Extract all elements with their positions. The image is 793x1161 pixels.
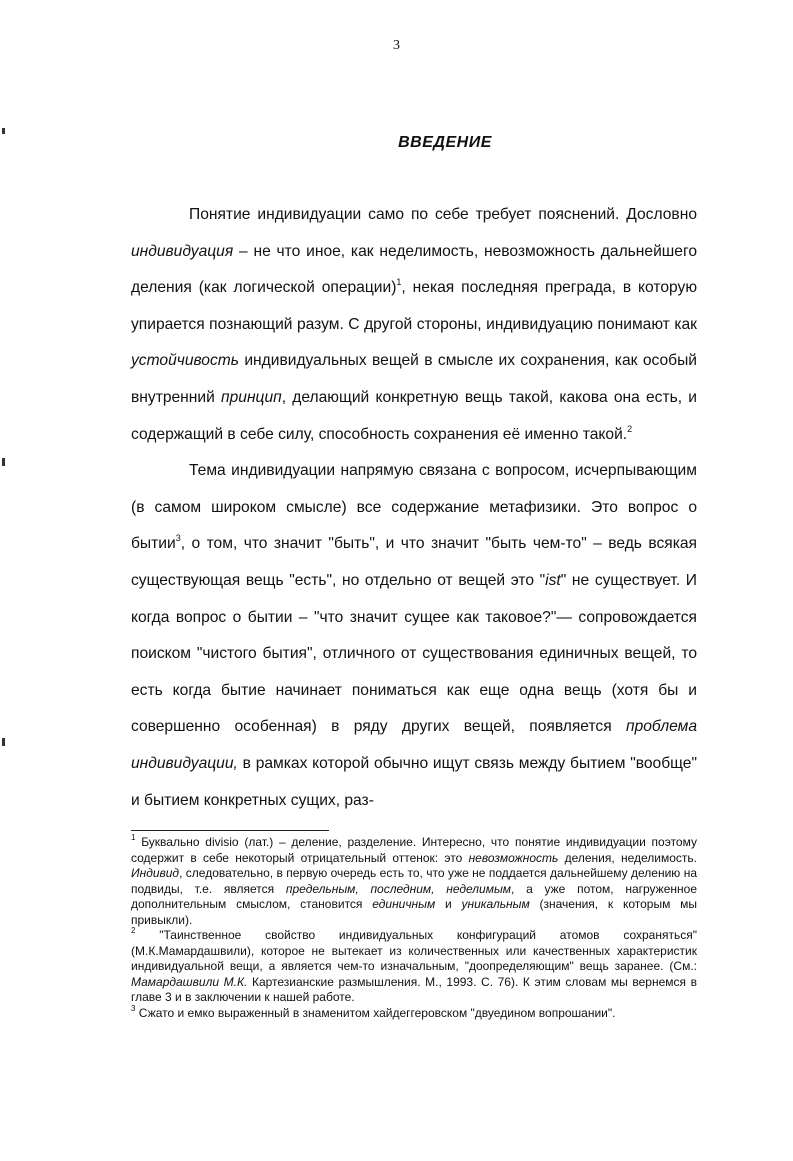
paragraph-note-ref: 3 xyxy=(175,533,181,544)
footnote-text-run: , следовательно, в первую очередь есть то, что уже не поддается дальнейшему делению на подвиды, т.е. является xyxy=(131,866,697,896)
footnote-text-run: Буквально divisio (лат.) – деление, разделение. Интересно, что понятие индивидуации поэтому содержит в себе некоторый отрицательный оттенок: это xyxy=(131,835,697,865)
footnote-note-ref: 3 xyxy=(131,1003,136,1013)
footnote-text-run: и xyxy=(435,897,462,911)
footnote-text-run: деления, неделимость. xyxy=(558,850,697,865)
footnote-emphasis: Индивид xyxy=(131,866,180,880)
footnote-text-run: "Таинственное свойство индивидуальных конфигураций атомов сохраняться" (М.К.Мамардашвили), которое не вытекает из количественных или качественных характеристик индивидуальной вещи, а является чем-то изначальным, "доопределяющим" вещь заранее. (См.: xyxy=(131,928,697,973)
paragraph-text-run: индивидуальных вещей в смысле их сохранения, как особый внутренний xyxy=(131,352,697,406)
paragraph-text-run: , делающий конкретную вещь такой, какова она есть, и содержащий в себе силу, способность сохранения её именно такой. xyxy=(131,388,697,443)
paragraph-text-run: в рамках которой обычно ищут связь между бытием "вообще" и бытием конкретных сущих, раз- xyxy=(131,754,697,809)
footnote-text-run: Сжато и емко выраженный в знаменитом хайдеггеровском "двуедином вопрошании". xyxy=(135,1005,616,1020)
paragraph-note-ref: 1 xyxy=(396,277,402,288)
footnote-text-run: , а уже потом, нагруженное дополнительным смыслом, становится xyxy=(131,881,697,911)
footnote-3 xyxy=(131,1003,697,1022)
footnote-emphasis: предельным, последним, неделимым xyxy=(285,881,512,896)
footnotes xyxy=(131,835,697,1021)
paragraph-1 xyxy=(131,197,697,453)
footnote-2 xyxy=(131,928,697,1006)
paragraph-emphasis: проблема индивидуации, xyxy=(131,718,697,772)
footnote-text-run: (значения, к которым мы привыкли). xyxy=(131,897,698,927)
footnote-emphasis: единичным xyxy=(372,897,436,911)
footnote-note-ref: 2 xyxy=(131,926,136,935)
paragraph-emphasis: принцип xyxy=(221,388,282,406)
margin-mark-lower xyxy=(2,738,5,746)
paragraph-text-run: " не существует. И когда вопрос о бытии – "что значит сущее как таковое?"— сопровождается поиском "чистого бытия", отличного от существования единичных вещей, то есть когда бытие начинает пониматься как еще одна вещь (хотя бы и совершенно особенная) в ряду других вещей, появляется xyxy=(131,571,697,736)
paragraph-emphasis: индивидуация xyxy=(131,242,234,260)
paragraph-text-run: Понятие индивидуации само по себе требует пояснений. Дословно xyxy=(189,206,697,223)
footnote-rule xyxy=(131,830,329,831)
paragraph-emphasis: ist xyxy=(545,571,561,589)
body-text xyxy=(131,197,697,819)
paragraph-text-run: , о том, что значит "быть", и что значит "быть чем-то" – ведь всякая существующая вещь "есть", но отдельно от вещей это " xyxy=(131,535,697,589)
footnote-emphasis: Мамардашвили М.К. xyxy=(131,974,248,989)
paragraph-note-ref: 2 xyxy=(627,423,633,434)
footnote-note-ref: 1 xyxy=(131,833,136,842)
footnote-emphasis: невозможность xyxy=(468,850,559,865)
margin-mark-middle xyxy=(2,458,5,466)
margin-mark-top xyxy=(2,128,5,134)
paragraph-text-run: – не что иное, как неделимость, невозможность дальнейшего деления (как логической операции) xyxy=(131,242,697,297)
paragraph-2 xyxy=(131,453,697,819)
paragraph-emphasis: устойчивость xyxy=(131,352,239,370)
page-number: 3 xyxy=(393,38,400,53)
footnote-emphasis: уникальным xyxy=(461,897,530,911)
page-heading: ВВЕДЕНИЕ xyxy=(398,134,492,151)
paragraph-text-run: Тема индивидуации напрямую связана с вопросом, исчерпывающим (в самом широком смысле) все содержание метафизики. Это вопрос о бытии xyxy=(131,462,697,553)
footnote-text-run: Картезианские размышления. М., 1993. С. 76). К этим словам мы вернемся в главе 3 и в заключении к нашей работе. xyxy=(131,974,697,1004)
paragraph-text-run: , некая последняя преграда, в которую упирается познающий разум. С другой стороны, индивидуацию понимают как xyxy=(131,279,698,333)
footnote-1 xyxy=(131,835,697,928)
